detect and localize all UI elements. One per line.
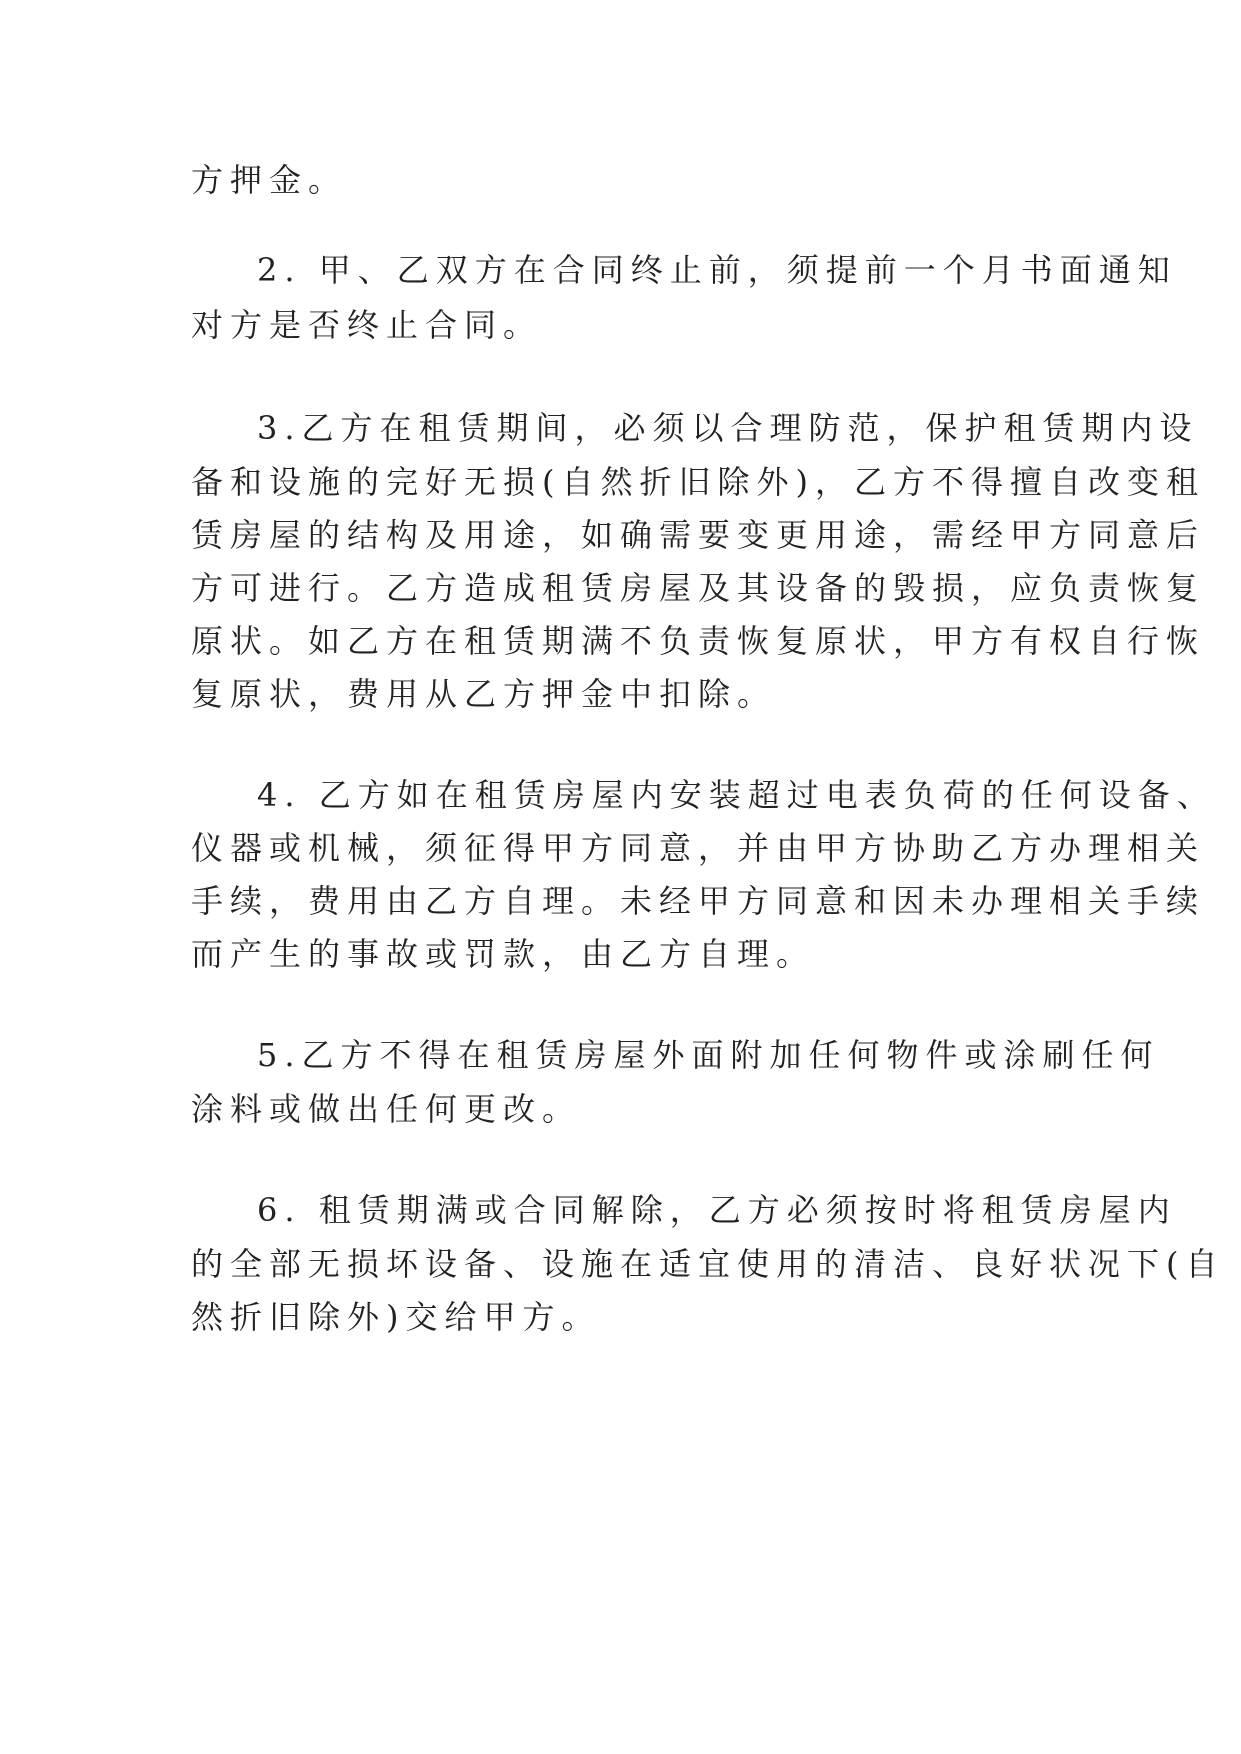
clause-4-line-3: 手续，费用由乙方自理。未经甲方同意和因未办理相关手续	[191, 882, 1206, 920]
clause-5-line-2: 涂料或做出任何更改。	[191, 1090, 582, 1128]
clause-6-line-2: 的全部无损坏设备、设施在适宜使用的清洁、良好状况下(自	[191, 1245, 1225, 1283]
clause-3-line-1: 3.乙方在租赁期间，必须以合理防范，保护租赁期内设	[257, 409, 1199, 447]
clause-4-line-4: 而产生的事故或罚款，由乙方自理。	[191, 935, 816, 973]
clause-3-line-6: 复原状，费用从乙方押金中扣除。	[191, 675, 777, 713]
clause-3-line-5: 原状。如乙方在租赁期满不负责恢复原状，甲方有权自行恢	[191, 622, 1206, 660]
clause-4-line-2: 仪器或机械，须征得甲方同意，并由甲方协助乙方办理相关	[191, 829, 1206, 867]
clause-3-line-3: 赁房屋的结构及用途，如确需要变更用途，需经甲方同意后	[191, 516, 1206, 554]
clause-3-line-2: 备和设施的完好无损(自然折旧除外)，乙方不得擅自改变租	[191, 463, 1205, 501]
clause-6-line-3: 然折旧除外)交给甲方。	[191, 1298, 601, 1336]
clause-2-line-2: 对方是否终止合同。	[191, 306, 543, 344]
clause-3-line-4: 方可进行。乙方造成租赁房屋及其设备的毁损，应负责恢复	[191, 569, 1206, 607]
text-line: 方押金。	[191, 161, 348, 199]
clause-2-line-1: 2. 甲、乙双方在合同终止前，须提前一个月书面通知	[257, 251, 1177, 289]
clause-6-line-1: 6. 租赁期满或合同解除，乙方必须按时将租赁房屋内	[257, 1191, 1177, 1229]
clause-4-line-1: 4. 乙方如在租赁房屋内安装超过电表负荷的任何设备、	[257, 776, 1216, 814]
clause-5-line-1: 5.乙方不得在租赁房屋外面附加任何物件或涂刷任何	[257, 1036, 1160, 1074]
